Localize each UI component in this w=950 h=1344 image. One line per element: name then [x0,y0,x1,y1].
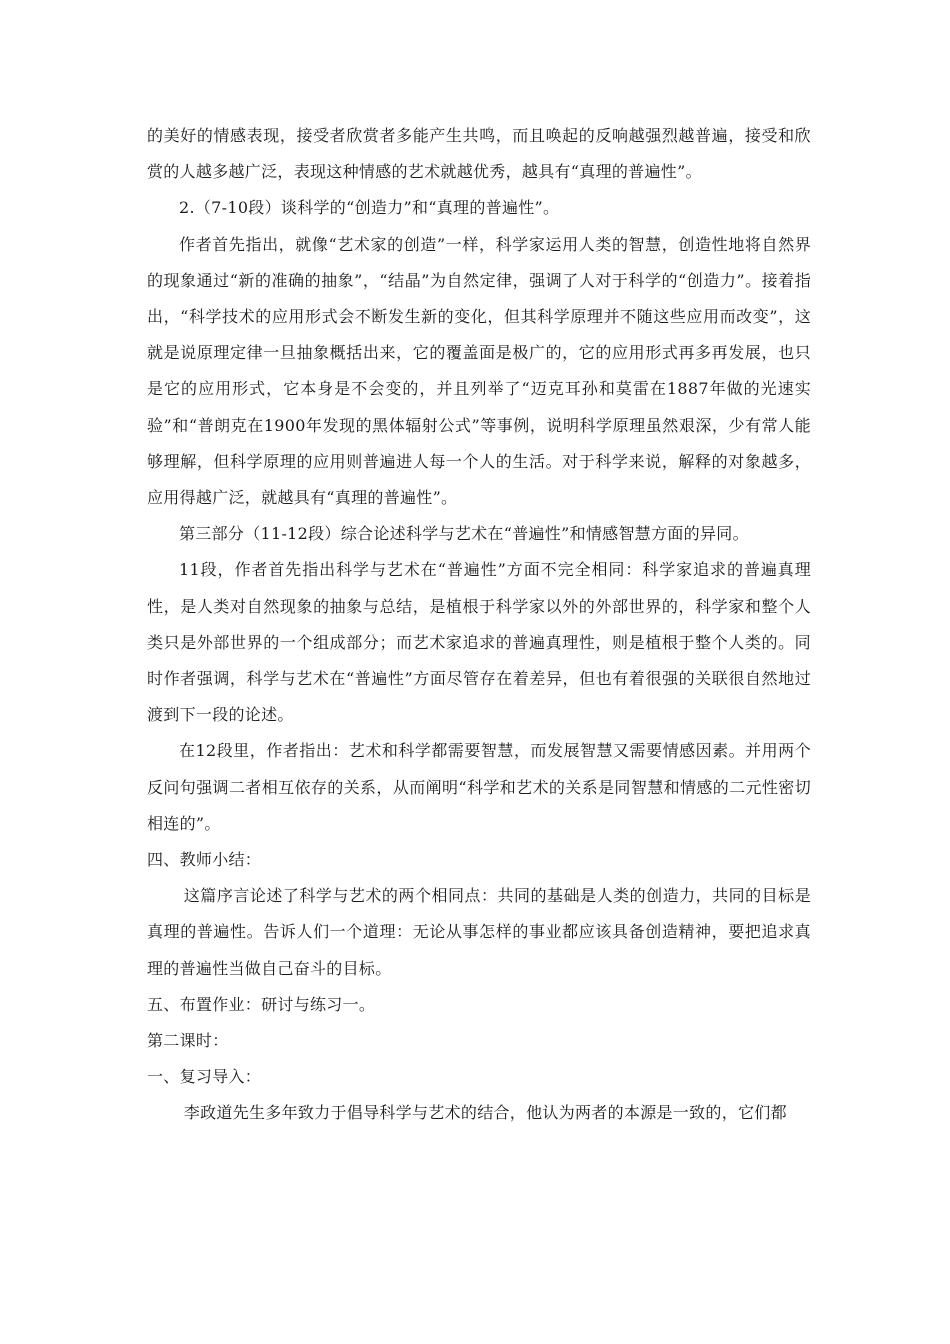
heading-second-lesson: 第二课时： [147,1031,229,1051]
paragraph-review-intro: 李政道先生多年致力于倡导科学与艺术的结合，他认为两者的本源是一致的，它们都 [183,1103,787,1123]
paragraph-part-three-heading: 第三部分（11-12段）综合论述科学与艺术在“普遍性”和情感智慧方面的异同。 [179,524,749,544]
paragraph-creativity-analysis: 作者首先指出，就像“艺术家的创造”一样，科学家运用人类的智慧，创造性地将自然界的现象通过“新的准确的抽象”，“结晶”为自然定律，强调了人对于科学的“创造力”。接着指出，“科学技术的应用形式会不断发生新的变化，但其科学原理并不随这些应用而改变”，这就是说原理定律一旦抽象概括出来，它的覆盖面是极广的，它的应用形式再多再发展，也只是它的应用形式，它本身是不会变的，并且列举了“迈克耳孙和莫雷在1887年做的光速实验”和“普朗克在1900年发现的黑体辐射公式”等事例，说明科学原理虽然艰深，少有常人能够理解，但科学原理的应用则普遍进人每一个人的生活。对于科学来说，解释的对象越多，应用得越广泛，就越具有“真理的普遍性”。 [147,234,811,508]
paragraph-summary: 这篇序言论述了科学与艺术的两个相同点：共同的基础是人类的创造力，共同的目标是真理的普遍性。告诉人们一个道理：无论从事怎样的事业都应该具备创造精神，要把追求真理的普遍性当做自己奋斗的目标。 [147,886,811,978]
paragraph-section-2-heading: 2.（7-10段）谈科学的“创造力”和“真理的普遍性”。 [179,198,560,218]
heading-homework: 五、布置作业：研讨与练习一。 [147,994,376,1014]
heading-teacher-summary: 四、教师小结： [147,850,262,870]
paragraph-continuation: 的美好的情感表现，接受者欣赏者多能产生共鸣，而且唤起的反响越强烈越普遍，接受和欣赏的人越多越广泛，表现这种情感的艺术就越优秀，越具有“真理的普遍性”。 [147,126,811,182]
paragraph-section-12: 在12段里，作者指出：艺术和科学都需要智慧，而发展智慧又需要情感因素。并用两个反问句强调二者相互依存的关系，从而阐明“科学和艺术的关系是同智慧和情感的二元性密切相连的”。 [147,741,811,833]
paragraph-section-11: 11段，作者首先指出科学与艺术在“普遍性”方面不完全相同：科学家追求的普遍真理性，是人类对自然现象的抽象与总结，是植根于科学家以外的外部世界的，科学家和整个人类只是外部世界的一个组成部分；而艺术家追求的普遍真理性，则是植根于整个人类的。同时作者强调，科学与艺术在“普遍性”方面尽管存在着差异，但也有着很强的关联很自然地过渡到下一段的论述。 [147,560,811,725]
heading-review-intro: 一、复习导入： [147,1067,262,1087]
document-page [147,118,811,1132]
